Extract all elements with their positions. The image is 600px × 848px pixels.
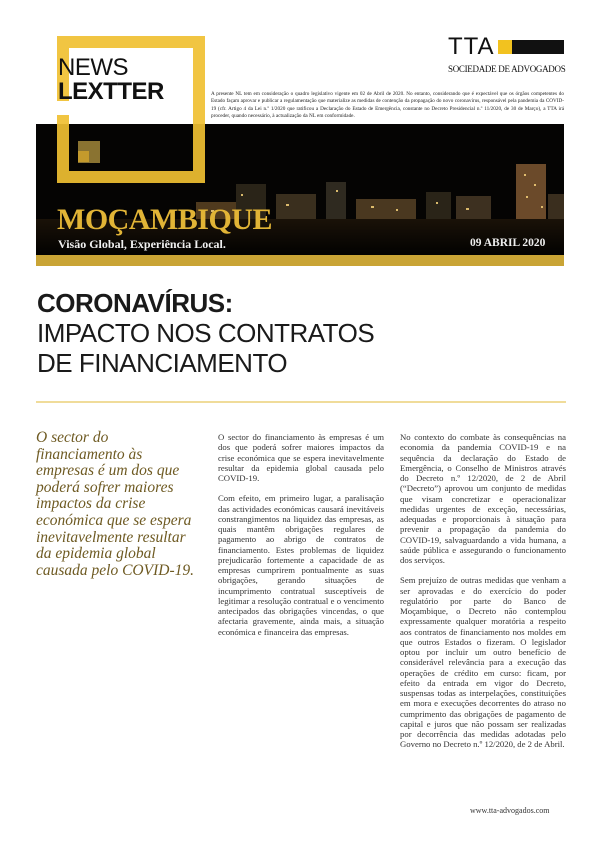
title-news: NEWS: [58, 54, 128, 81]
title-lextter: LEXTTER: [58, 78, 164, 105]
body-column-1: [218, 432, 384, 647]
paragraph: Sem prejuízo de outras medidas que venham a ser aprovadas e do exercício do poder regulatório por parte do Banco de Moçambique, o Decreto não contemplou expressamente qualquer moratória a respeito aos contratos de financiamento nos moldes em que outros Estados o fizeram. O legislador optou por incluir um outro benefício de considerável relevância para a execução das operações de crédito em curso: ficam, por efeito da entrada em vigor do Decreto, suspensas todas as interpelações, constituições em mora e execuções decorrentes do atraso no cumprimento das obrigações de pagamento de capital e juros que não possam ser realizadas por decorrência das medidas adotadas pelo Governo no Decreto n.º 12/2020, de 2 de Abril.: [400, 575, 566, 750]
pull-quote: O sector do financiamento às empresas é um dos que poderá sofrer maiores impactos da crise económica que se espera inevitavelmente resultar da epidemia global causada pelo COVID-19.: [36, 429, 194, 579]
tagline: Visão Global, Experiência Local.: [58, 237, 226, 251]
legal-notice: A presente NL tem em consideração o quadro legislativo vigente em 02 de Abril de 2020. No entanto, considerando que é expectável que os órgãos competentes do Estado façam aprovar e publicar a regulamentação que materialize as medidas de contenção da propagação do novo coronavírus, responsável pela pandemia da COVID-19 (cfr. Artigo 4 da Lei n.º 1/2020 que ratificou a Declaração do Estado de Emergência, constante no Decreto Presidencial n.º 11/2020, de 30 de Março), a TTA irá proceder, quando necessário, à actualização da NL em conformidade.: [211, 91, 564, 120]
divider: [36, 401, 566, 403]
gold-strip: [36, 255, 564, 266]
issue-date: 09 ABRIL 2020: [470, 237, 546, 249]
paragraph: Com efeito, em primeiro lugar, a paralisação das actividades económicas causará inevitáveis constrangimentos na liquidez das empresas, as quais mantêm obrigações regulares de pagamento ao abrigo de contratos de financiamento. Estes problemas de liquidez prejudicarão fortemente a capacidade de as empresas cumprirem pontualmente as suas obrigações, gerando situações de incumprimento contratual susceptíveis de legitimar a resolução contratual e o vencimento antecipados das obrigações vincendas, o que afectaria gravemente, ainda mais, a situação económica e financeira das empresas.: [218, 493, 384, 637]
logo-yellow-block: [498, 40, 512, 54]
article-headline: [37, 288, 374, 378]
headline-line-2: IMPACTO NOS CONTRATOS: [37, 318, 375, 348]
tta-logo: [448, 33, 566, 74]
square-decoration-small: [78, 151, 89, 162]
logo-black-block: [512, 40, 564, 54]
paragraph: No contexto do combate às consequências na economia da pandemia COVID-19 e na sequência da declaração do Estado de Emergência, o Conselho de Ministros através do Decreto n.º 12/2020, de 2 de Abril (“Decreto”) aprovou um conjunto de medidas que visam concretizar e operacionalizar medidas urgentes de exceção, necessárias, adequadas e proporcionais à situação para prevenir a propagação da pandemia do COVID-19, salvaguardando a vida humana, a saúde pública e assegurando o funcionamento dos serviços.: [400, 432, 566, 565]
headline-line-1: CORONAVÍRUS:: [37, 288, 233, 318]
headline-line-3: DE FINANCIAMENTO: [37, 348, 288, 378]
website-link[interactable]: www.tta-advogados.com: [470, 806, 550, 815]
country-title: MOÇAMBIQUE: [57, 203, 272, 236]
paragraph: O sector do financiamento às empresas é um dos que poderá sofrer maiores impactos da crise económica que se espera inevitavelmente resultar da epidemia global causada pelo COVID-19.: [218, 432, 384, 483]
body-column-2: [400, 432, 566, 760]
logo-subtitle: SOCIEDADE DE ADVOGADOS: [448, 64, 566, 74]
logo-name: TTA: [448, 33, 495, 60]
newsletter-title: [58, 56, 164, 104]
